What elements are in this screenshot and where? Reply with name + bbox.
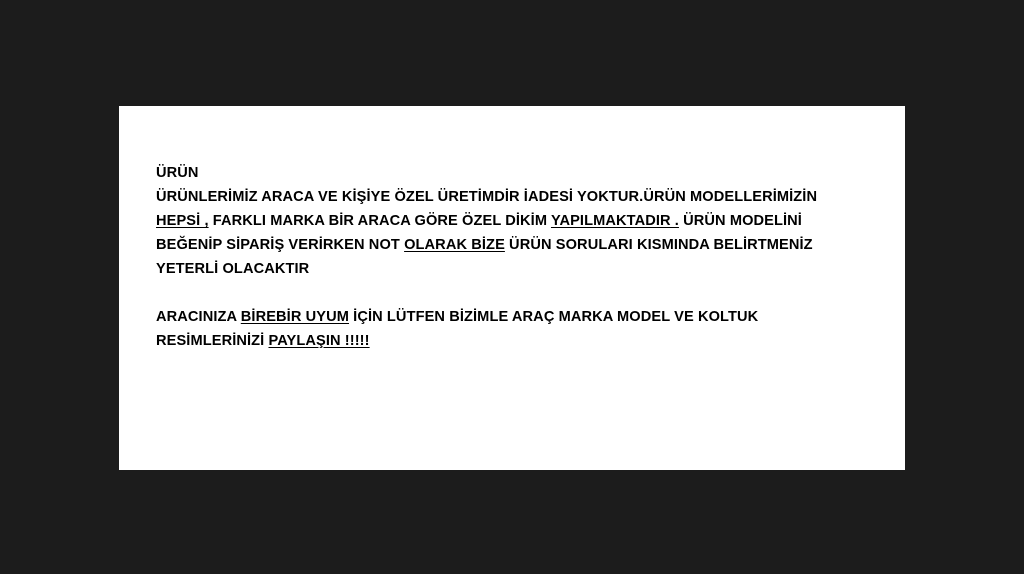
fitting-request-block [156,305,875,353]
paragraph-1-line-2-middle: FARKLI MARKA BİR ARACA GÖRE ÖZEL DİKİM [208,213,551,229]
paragraph-2-line-2 [156,329,875,353]
paragraph-2-line-1-after: İÇİN LÜTFEN BİZİMLE ARAÇ MARKA MODEL VE KOLTUK [349,309,759,325]
paragraph-2-line-2-before: RESİMLERİNİZİ [156,333,269,349]
emphasis-olarak-bize: OLARAK BİZE [404,237,505,253]
paragraph-1-line-2 [156,209,875,233]
paragraph-1-line-3 [156,233,875,257]
product-description-block [156,161,875,281]
emphasis-hepsi: HEPSİ , [156,213,209,229]
paragraph-1-line-2-after: ÜRÜN MODELİNİ [678,213,802,229]
paragraph-2-line-1-before: ARACINIZA [156,309,241,325]
paragraph-1-line-1: ÜRÜNLERİMİZ ARACA VE KİŞİYE ÖZEL ÜRETİMDİR İADESİ YOKTUR.ÜRÜN MODELLERİMİZİN [156,189,818,205]
emphasis-birebir-uyum: BİREBİR UYUM [240,309,350,325]
emphasis-yapilmaktadir: YAPILMAKTADIR . [550,213,679,229]
paragraph-1-line-3-after: ÜRÜN SORULARI KISMINDA BELİRTMENİZ [504,237,813,253]
paragraph-1-line-4: YETERLİ OLACAKTIR [156,261,310,277]
emphasis-paylasin: PAYLAŞIN !!!!! [268,333,370,349]
paragraph-2-line-1 [156,305,875,329]
document-body [119,106,905,353]
paragraph-1-line-3-before: BEĞENİP SİPARİŞ VERİRKEN NOT [156,237,405,253]
document-heading: ÜRÜN [156,165,199,181]
document-panel [119,106,905,470]
